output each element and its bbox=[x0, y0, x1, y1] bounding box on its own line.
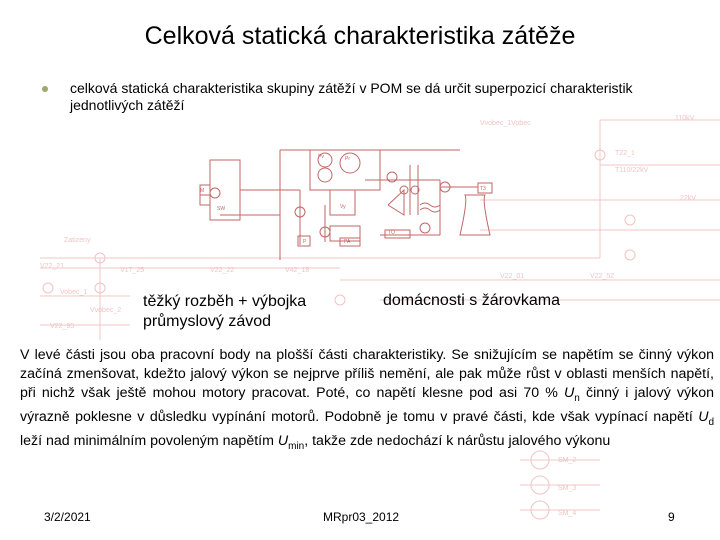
svg-text:Vy: Vy bbox=[340, 204, 346, 210]
svg-text:Vobec_1: Vobec_1 bbox=[60, 289, 88, 296]
svg-text:P: P bbox=[303, 239, 307, 245]
svg-text:110kV: 110kV bbox=[675, 115, 695, 122]
para-part-3: leží nad minimálním povoleným napětím bbox=[20, 432, 278, 449]
sub-min: min bbox=[288, 440, 305, 452]
svg-text:V22_22: V22_22 bbox=[210, 267, 235, 274]
slide-title: Celková statická charakteristika zátěže bbox=[144, 22, 576, 50]
svg-text:PA: PA bbox=[344, 239, 351, 245]
var-u: U bbox=[698, 408, 709, 425]
svg-text:T3: T3 bbox=[480, 186, 486, 192]
svg-text:Pv: Pv bbox=[318, 154, 324, 160]
footer-date: 3/2/2021 bbox=[44, 510, 91, 524]
page-number: 9 bbox=[668, 510, 675, 524]
bullet-text: celková statická charakteristika skupiny zátěží v POM se dá určit superpozicí charakteristik jednotlivých zátěží bbox=[70, 80, 633, 113]
svg-text:V22_52: V22_52 bbox=[590, 273, 615, 280]
svg-text:Vvobec_1Vobec: Vvobec_1Vobec bbox=[480, 120, 531, 127]
svg-text:V17_25: V17_25 bbox=[120, 267, 145, 274]
label-heavy-start bbox=[143, 292, 306, 332]
svg-text:Pr: Pr bbox=[345, 156, 350, 162]
var-u: U bbox=[277, 432, 289, 449]
svg-text:22kV: 22kV bbox=[680, 195, 696, 202]
footer-center: MRpr03_2012 bbox=[323, 510, 400, 524]
explanation-paragraph bbox=[20, 346, 714, 455]
svg-text:SM_2: SM_2 bbox=[558, 457, 577, 464]
bullet-icon bbox=[42, 86, 48, 92]
var-u: U bbox=[564, 385, 575, 401]
svg-text:V42_18: V42_18 bbox=[285, 267, 310, 274]
sub-n: n bbox=[574, 392, 580, 404]
svg-text:V22_95: V22_95 bbox=[50, 323, 75, 330]
label-heavy-start-line2: průmyslový závod bbox=[143, 313, 272, 330]
svg-text:Vvobec_2: Vvobec_2 bbox=[90, 307, 122, 314]
svg-text:SW: SW bbox=[217, 206, 226, 212]
svg-text:M: M bbox=[200, 188, 205, 194]
svg-text:TO: TO bbox=[388, 230, 395, 236]
sub-d: d bbox=[708, 416, 714, 428]
svg-text:SM_3: SM_3 bbox=[558, 485, 577, 492]
svg-text:V22_01: V22_01 bbox=[500, 273, 525, 280]
para-part-1: V levé části jsou oba pracovní body na plošší části charakteristiky. Se snižujícím se napětím se činný výkon začíná zmenšovat, kdežto jalový výkon se nejprve příliš nemění, ale pak může růst v oblasti menších napětí, při nichž však ještě mohou motory pracovat. Poté, co napětí klesne pod asi 70 % bbox=[20, 347, 714, 401]
para-part-4: , takže zde nedochází k nárůstu jalového výkonu bbox=[304, 432, 611, 449]
svg-text:T22_1: T22_1 bbox=[615, 150, 635, 157]
svg-text:T110/22kV: T110/22kV bbox=[615, 167, 649, 174]
svg-text:SM_4: SM_4 bbox=[558, 510, 577, 517]
label-heavy-start-line1: těžký rozběh + výbojka bbox=[143, 293, 307, 310]
para-part-2: činný i jalový výkon výrazně poklesne v důsledku vypínání motorů. Podobně je tomu v pravé části, kde však vypínací napětí bbox=[20, 385, 714, 425]
label-households: domácnosti s žárovkama bbox=[383, 292, 560, 309]
svg-text:Zatizeny: Zatizeny bbox=[64, 237, 91, 244]
svg-text:V22_21: V22_21 bbox=[40, 263, 65, 270]
